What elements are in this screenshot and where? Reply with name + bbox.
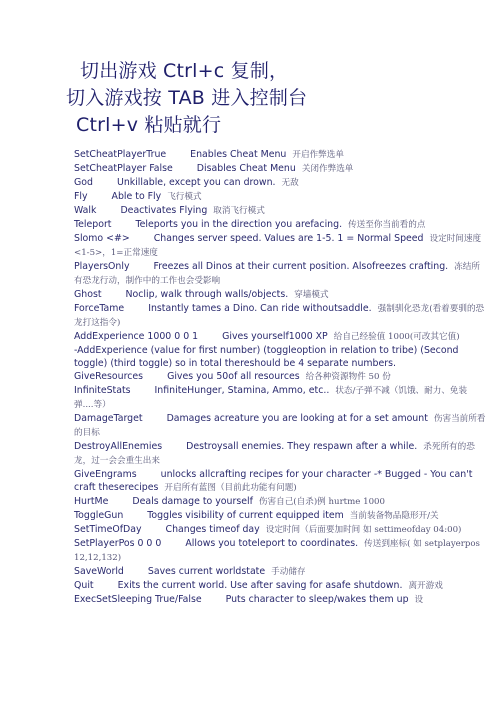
command-name: ForceTame [74, 303, 125, 314]
command-description: unlocks allcrafting recipes for your character -* Bugged - You can't craft theserecipes [74, 469, 473, 493]
command-translation: 关闭作弊选单 [301, 164, 354, 174]
intro-line-3: Ctrl+v 粘贴就行 [76, 114, 222, 136]
command-entry-18 [74, 509, 486, 523]
command-translation: 设定时间速度 <1-5>，1=正常速度 [74, 234, 482, 258]
command-entry-1 [74, 162, 486, 176]
command-translation: 设定时间（后面要加时间 如 settimeofday 04:00) [265, 525, 462, 535]
command-name: Quit [74, 580, 94, 591]
command-entry-21 [74, 565, 486, 579]
command-entry-3 [74, 190, 486, 204]
command-entry-15 [74, 440, 486, 468]
command-list [74, 148, 486, 607]
command-description: Deals damage to yourself [132, 496, 253, 507]
command-name: SetCheatPlayerTrue [74, 149, 167, 160]
command-description: Allows you toteleport to coordinates. [185, 538, 359, 549]
command-description: Instantly tames a Dino. Can ride withoutsaddle. [148, 303, 372, 314]
command-name: GiveEngrams [74, 469, 137, 480]
command-entry-23 [74, 593, 486, 607]
command-description: Changes server speed. Values are 1-5. 1 = Normal Speed [153, 233, 424, 244]
command-name: HurtMe [74, 496, 109, 507]
command-description: Able to Fly [111, 191, 162, 202]
command-description: Changes timeof day [165, 524, 260, 535]
command-description: Exits the current world. Use after saving for asafe shutdown. [117, 580, 403, 591]
command-entry-16 [74, 468, 486, 495]
command-translation: 传送至你当前看的点 [348, 220, 426, 230]
command-entry-4 [74, 204, 486, 218]
command-translation: 手动储存 [271, 567, 306, 577]
command-entry-13 [74, 384, 486, 412]
command-translation: 开启所有蓝图（目前此功能有问题) [164, 483, 297, 493]
command-entry-6 [74, 232, 486, 260]
command-entry-20 [74, 537, 486, 565]
command-entry-2 [74, 176, 486, 190]
command-name: Ghost [74, 289, 102, 300]
command-description: Destroysall enemies. They respawn after a while. [186, 441, 418, 452]
command-name: DestroyAllEnemies [74, 441, 163, 452]
command-name: SaveWorld [74, 566, 124, 577]
command-translation: 开启作弊选单 [292, 150, 344, 160]
command-entry-7 [74, 260, 486, 288]
command-name: SetTimeOfDay [74, 524, 142, 535]
command-description: Deactivates Flying [120, 205, 208, 216]
command-name: God [74, 177, 93, 188]
command-translation: 伤害自己(自杀)例 hurtme 1000 [258, 497, 385, 507]
command-translation: 无敌 [281, 178, 299, 188]
command-translation: 设 [414, 595, 424, 605]
command-translation: 冻结所有恐龙行动，制作中的工作也会受影响 [74, 262, 480, 286]
command-entry-0 [74, 148, 486, 162]
command-name: DamageTarget [74, 413, 143, 424]
command-translation: 当前装备物品隐形开/关 [349, 511, 439, 521]
command-translation: 给各种资源物件 50 份 [305, 372, 391, 382]
command-name: ToggleGun [74, 510, 124, 521]
command-entry-19 [74, 523, 486, 537]
command-description: Puts character to sleep/wakes them up [225, 594, 409, 605]
command-translation: 强制驯化恐龙(看着要驯的恐龙打这指令) [74, 304, 485, 328]
command-name: Slomo <#> [74, 233, 130, 244]
command-description: Toggles visibility of current equipped item [147, 510, 344, 521]
intro-line-1: 切出游戏 Ctrl+c 复制， [80, 60, 289, 82]
command-name: SetPlayerPos 0 0 0 [74, 538, 162, 549]
command-name: -AddExperience (value for first number) (toggleoption in relation to tribe) (Second toggle) (third toggle) so in total thereshould be 4 separate numbers. [74, 345, 459, 369]
command-translation: 飞行模式 [167, 192, 202, 202]
command-entry-12 [74, 370, 486, 384]
command-translation: 传送到座标( 如 setplayerpos 12,12,132) [74, 539, 480, 563]
command-name: Fly [74, 191, 88, 202]
command-description: Gives yourself1000 XP [222, 331, 328, 342]
command-entry-5 [74, 218, 486, 232]
command-entry-22 [74, 579, 486, 593]
command-name: PlayersOnly [74, 261, 130, 272]
command-name: AddExperience 1000 0 0 1 [74, 331, 199, 342]
command-description: Gives you 50of all resources [167, 371, 300, 382]
command-description: InfiniteHunger, Stamina, Ammo, etc.. [154, 385, 330, 396]
command-name: Walk [74, 205, 97, 216]
command-entry-10 [74, 330, 486, 344]
command-translation: 离开游戏 [408, 581, 443, 591]
command-description: Enables Cheat Menu [190, 149, 287, 160]
command-entry-8 [74, 288, 486, 302]
command-description: Damages acreature you are looking at for a set amount [166, 413, 428, 424]
command-description: Freezes all Dinos at their current position. Alsofreezes crafting. [153, 261, 449, 272]
command-entry-9 [74, 302, 486, 330]
command-name: InfiniteStats [74, 385, 131, 396]
command-entry-11 [74, 344, 486, 370]
command-description: Disables Cheat Menu [196, 163, 296, 174]
command-name: Teleport [74, 219, 112, 230]
command-description: Saves current worldstate [147, 566, 266, 577]
command-name: ExecSetSleeping True/False [74, 594, 202, 605]
command-name: GiveResources [74, 371, 144, 382]
command-entry-17 [74, 495, 486, 509]
command-translation: 伤害当前所看的目标 [74, 414, 486, 438]
command-description: Teleports you in the direction you arefacing. [135, 219, 343, 230]
command-translation: 取消飞行模式 [213, 206, 265, 216]
command-translation: 杀死所有的恐龙，过一会会重生出来 [74, 442, 475, 466]
command-description: Unkillable, except you can drown. [116, 177, 276, 188]
command-translation: 状态/子弹不减（饥饿、耐力、免装弹....等） [74, 386, 468, 410]
command-translation: 给自己经验值 1000(可改其它值) [333, 332, 460, 342]
command-entry-14 [74, 412, 486, 440]
command-description: Noclip, walk through walls/objects. [125, 289, 289, 300]
command-translation: 穿墙模式 [294, 290, 329, 300]
intro-line-2: 切入游戏按 TAB 进入控制台 [66, 87, 308, 109]
command-name: SetCheatPlayer False [74, 163, 173, 174]
